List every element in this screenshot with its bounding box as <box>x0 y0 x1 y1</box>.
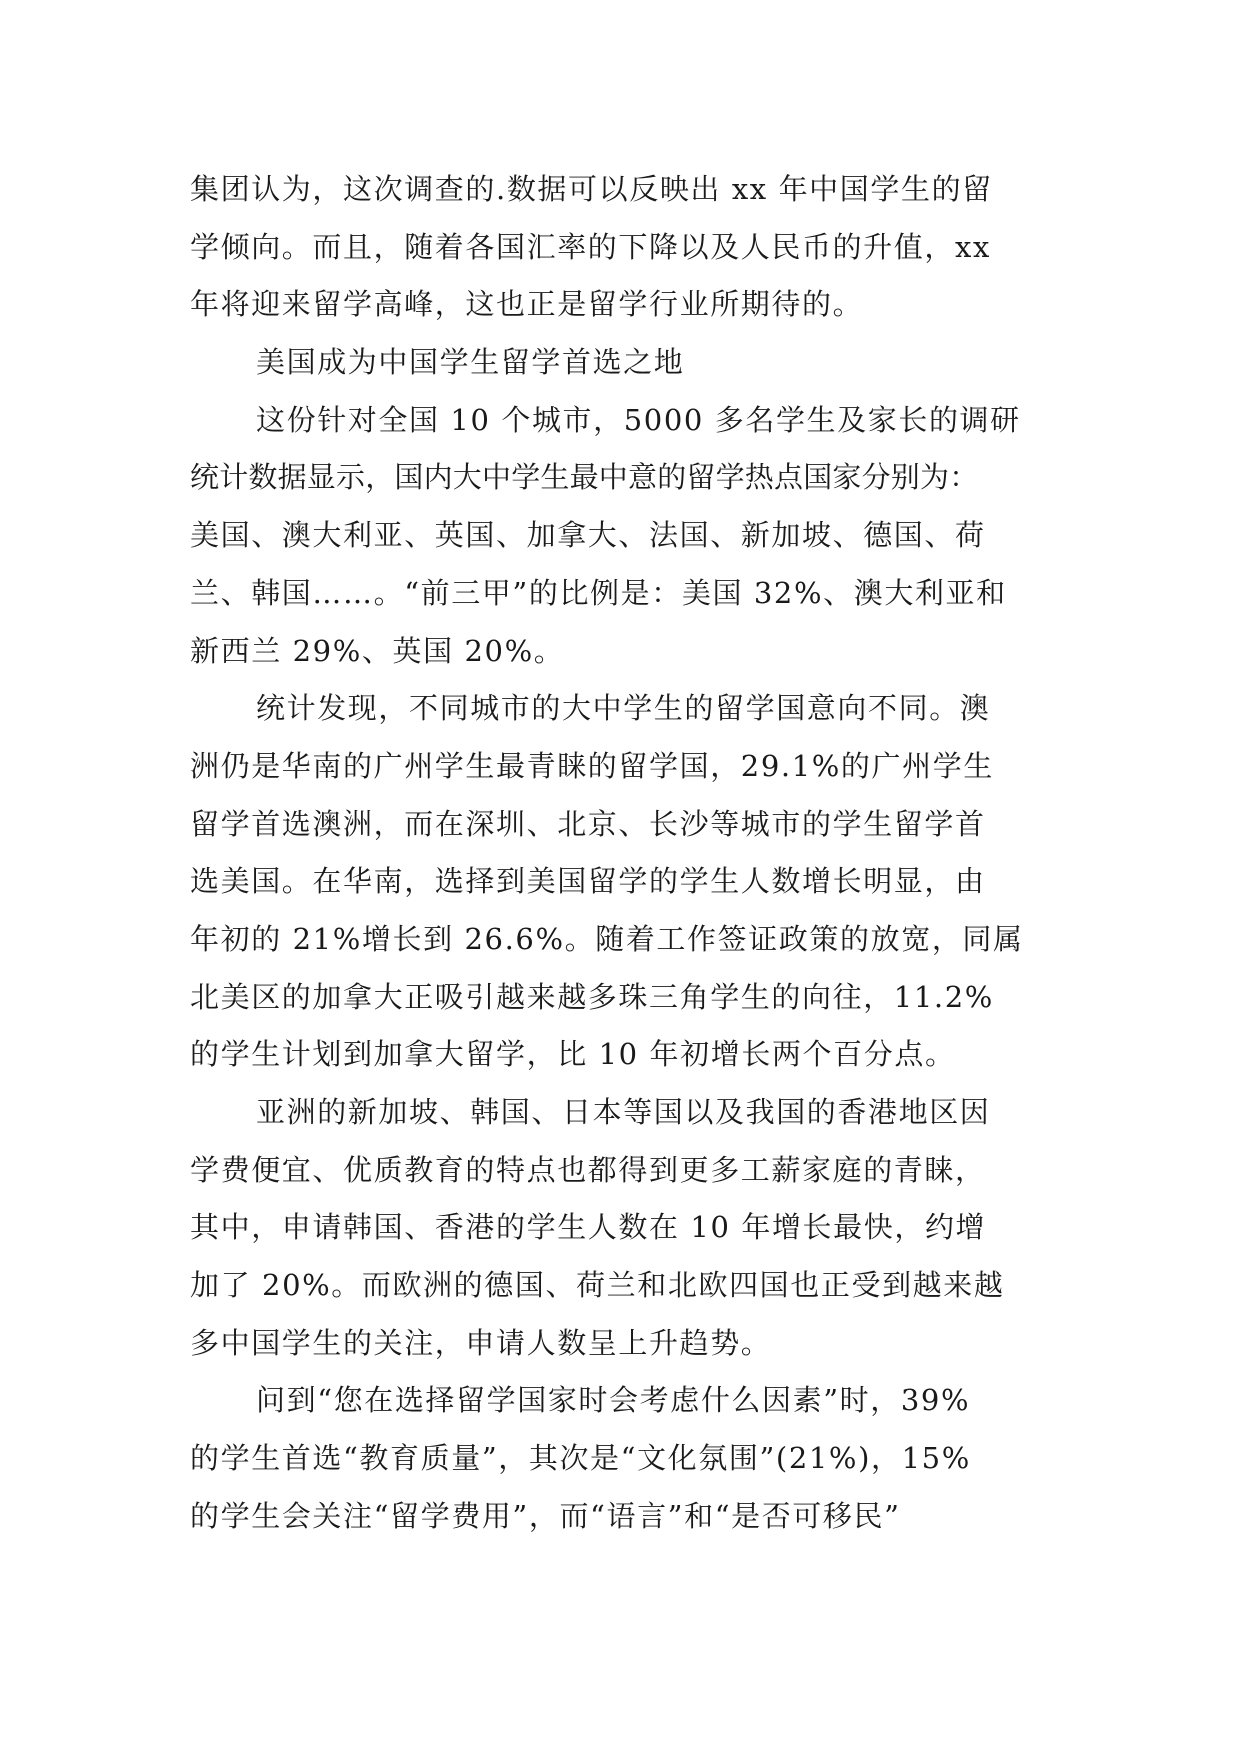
paragraph-first-line: 亚洲的新加坡、韩国、日本等国以及我国的香港地区因 <box>256 1095 991 1129</box>
text-line: 多中国学生的关注，申请人数呈上升趋势。 <box>190 1325 772 1360</box>
text-line: 洲仍是华南的广州学生最青睐的留学国，29.1%的广州学生 <box>190 748 994 783</box>
text-line: 学倾向。而且，随着各国汇率的下降以及人民币的升值，xx <box>190 229 991 264</box>
paragraph-first-line: 美国成为中国学生留学首选之地 <box>256 345 685 380</box>
text-line: 年初的 21%增长到 26.6%。随着工作签证政策的放宽，同属 <box>190 921 1024 956</box>
text-line: 的学生首选“教育质量”，其次是“文化氛围”(21%)，15% <box>190 1441 971 1476</box>
paragraph-first-line: 问到“您在选择留学国家时会考虑什么因素”时，39% <box>256 1383 971 1418</box>
text-line: 年将迎来留学高峰，这也正是留学行业所期待的。 <box>190 287 864 322</box>
text-line: 美国、澳大利亚、英国、加拿大、法国、新加坡、德国、荷 <box>190 518 986 553</box>
text-line: 新西兰 29%、英国 20%。 <box>190 633 565 668</box>
text-line: 的学生会关注“留学费用”，而“语言”和“是否可移民” <box>190 1498 901 1533</box>
paragraph-first-line: 这份针对全国 10 个城市，5000 多名学生及家长的调研 <box>256 402 1021 437</box>
text-line: 集团认为，这次调查的.数据可以反映出 xx 年中国学生的留 <box>190 172 993 206</box>
text-line: 兰、韩国……。“前三甲”的比例是：美国 32%、澳大利亚和 <box>190 575 1007 610</box>
text-line: 加了 20%。而欧洲的德国、荷兰和北欧四国也正受到越来越 <box>190 1268 1005 1303</box>
text-line: 其中，申请韩国、香港的学生人数在 10 年增长最快，约增 <box>190 1210 987 1245</box>
text-line: 统计数据显示，国内大中学生最中意的留学热点国家分别为： <box>190 460 979 495</box>
text-line: 北美区的加拿大正吸引越来越多珠三角学生的向往，11.2% <box>190 979 994 1014</box>
text-line: 学费便宜、优质教育的特点也都得到更多工薪家庭的青睐， <box>190 1152 986 1187</box>
text-line: 的学生计划到加拿大留学，比 10 年初增长两个百分点。 <box>190 1037 956 1072</box>
document-body <box>190 161 1052 1546</box>
text-line: 留学首选澳洲，而在深圳、北京、长沙等城市的学生留学首 <box>190 806 986 841</box>
paragraph-first-line: 统计发现，不同城市的大中学生的留学国意向不同。澳 <box>256 691 991 726</box>
text-line: 选美国。在华南，选择到美国留学的学生人数增长明显，由 <box>190 864 986 899</box>
